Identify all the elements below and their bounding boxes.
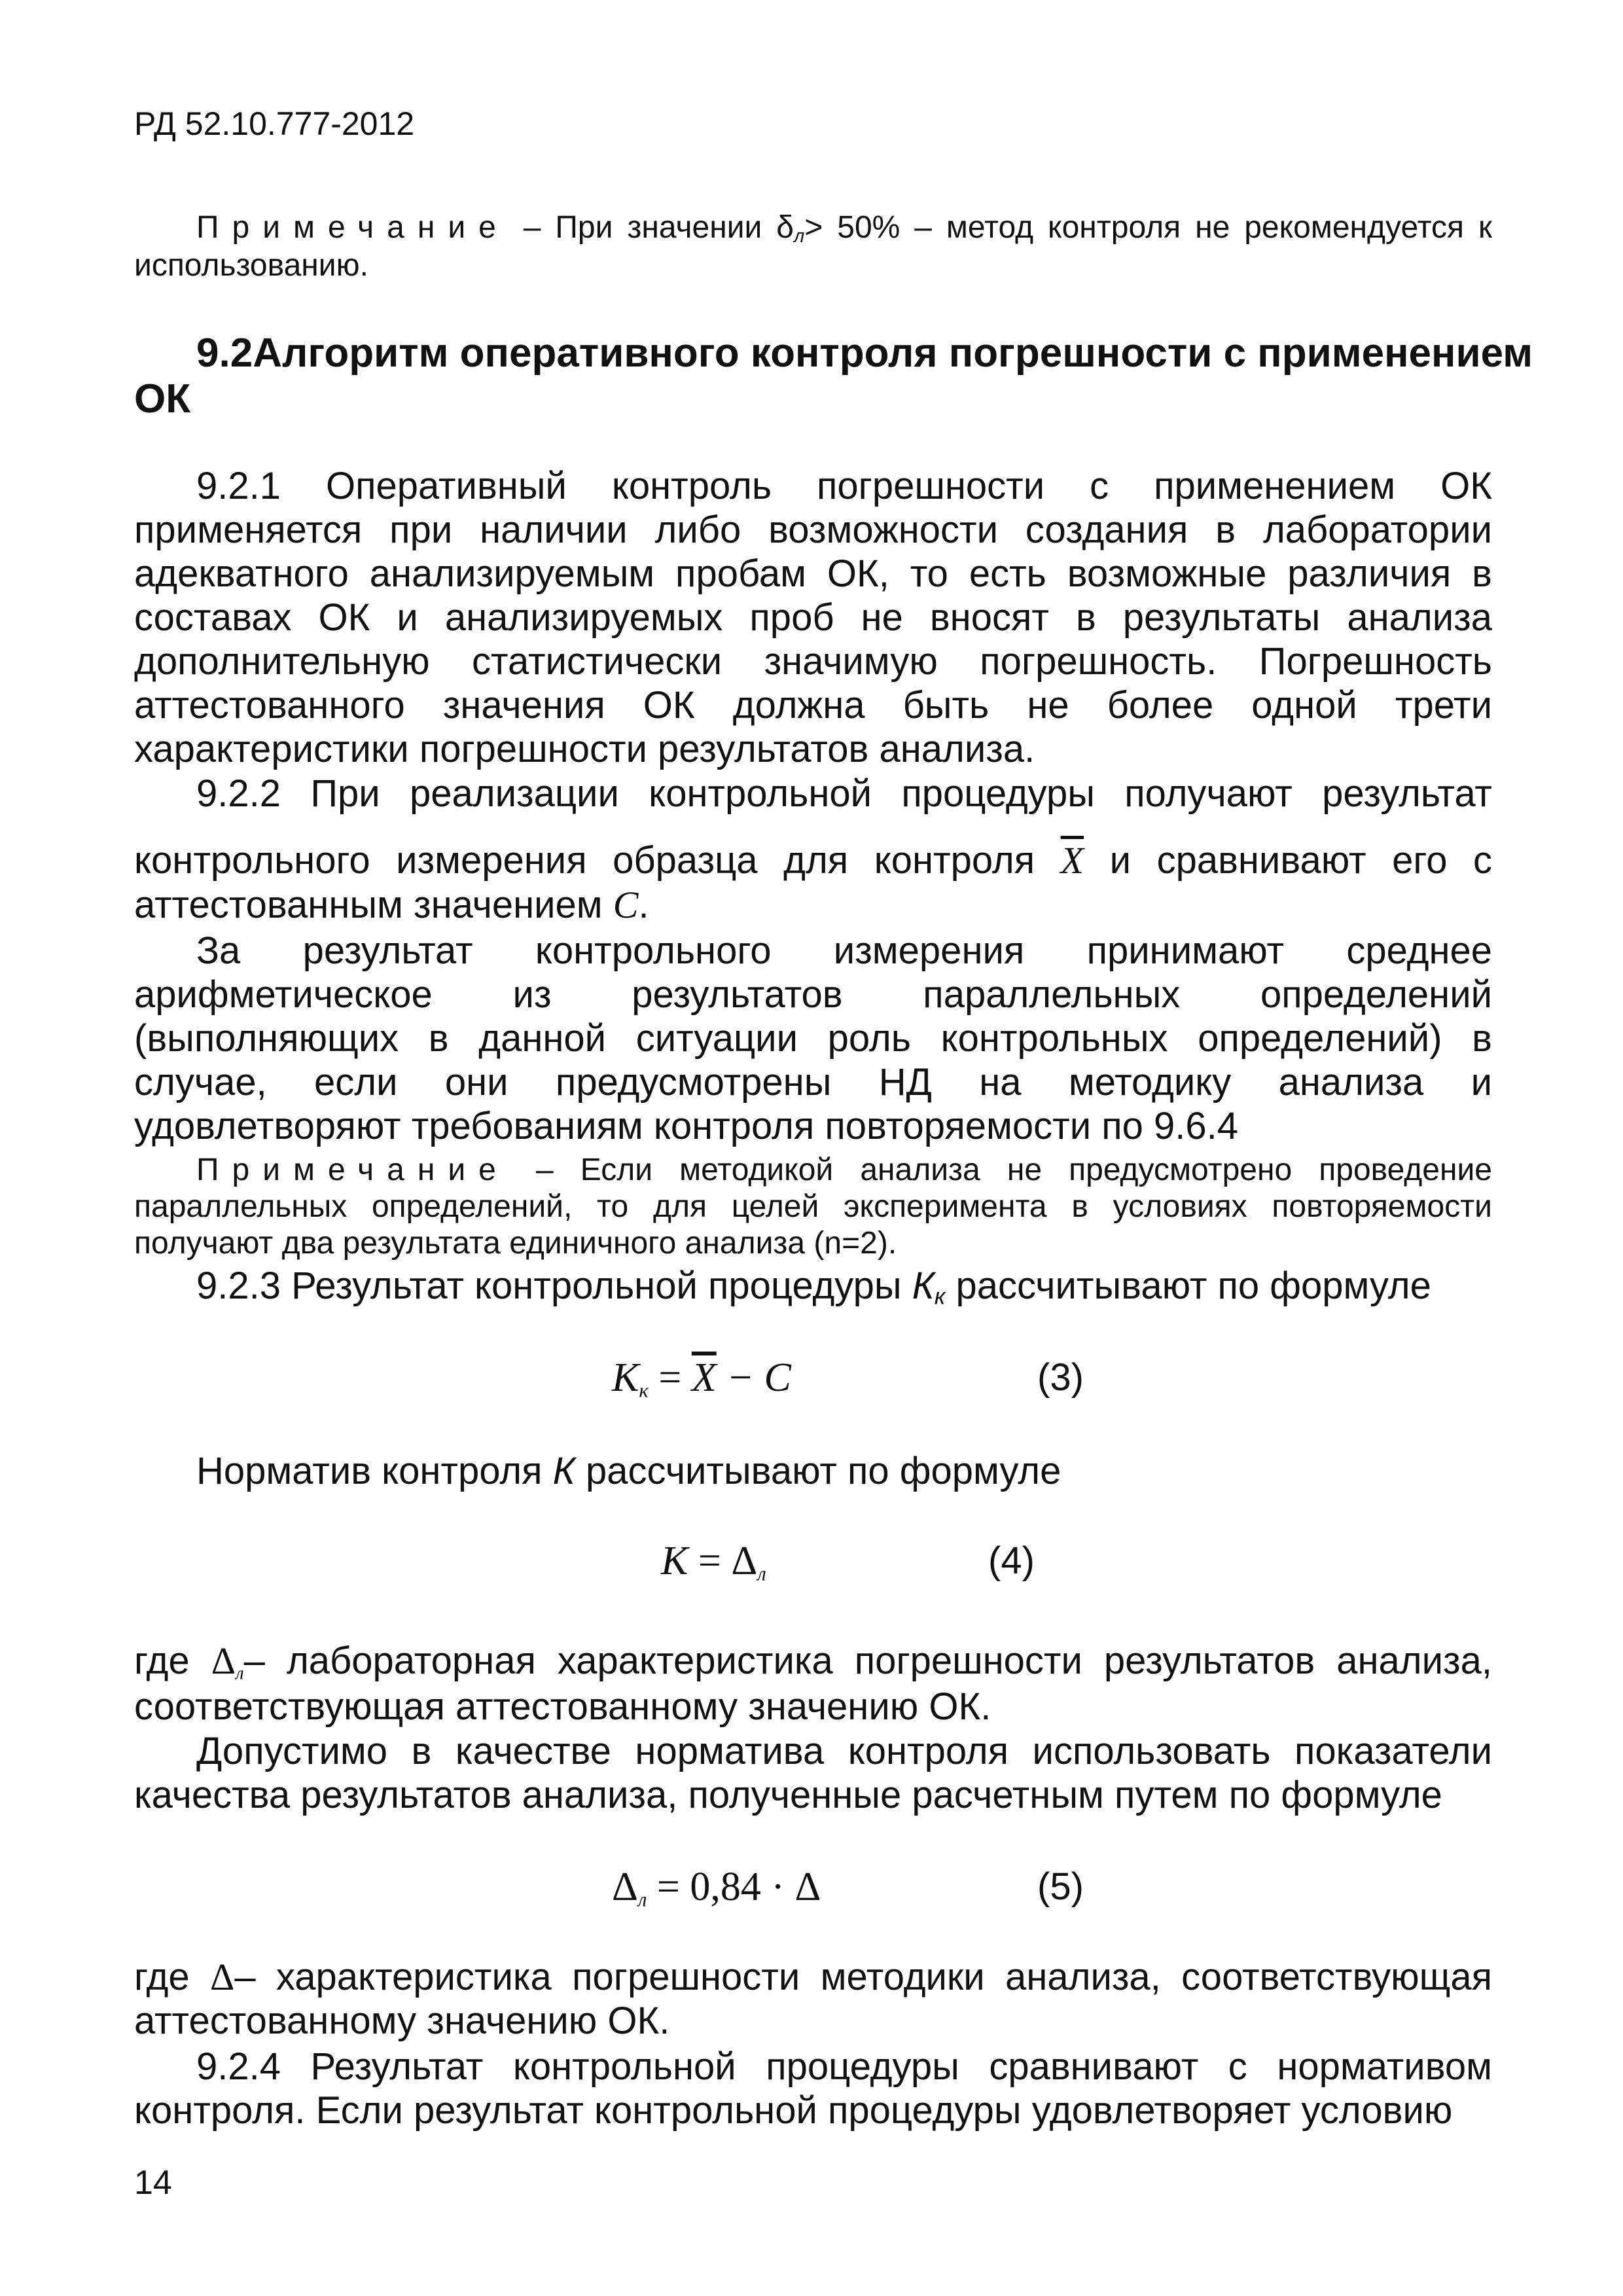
p921-line-6: аттестованного значения ОК должна быть не более одной трети xyxy=(134,684,1492,726)
p-za-line-4: случае, если они предусмотрены НД на методику анализа и xyxy=(134,1061,1492,1103)
p921-line-4: составах ОК и анализируемых проб не вносят в результаты анализа xyxy=(134,596,1492,639)
note-2-line-1: Примечание – Если методикой анализа не предусмотрено проведение xyxy=(196,1153,1492,1187)
p923-line: 9.2.3 Результат контрольной процедуры Кк рассчитывают по формуле xyxy=(196,1265,1431,1310)
p922-line-1: 9.2.2 При реализации контрольной процедуры получают результат xyxy=(196,772,1492,815)
p921-line-7: характеристики погрешности результатов анализа. xyxy=(134,728,1035,770)
p924-line-1: 9.2.4 Результат контрольной процедуры сравнивают с нормативом xyxy=(196,2045,1492,2088)
p924-line-2: контроля. Если результат контрольной процедуры удовлетворяет условию xyxy=(134,2089,1453,2132)
p-za-line-5: удовлетворяют требованиям контроля повторяемости по 9.6.4 xyxy=(134,1105,1238,1147)
formula-5: $\Delta_л = 0,84 \cdot \Delta$ xyxy=(612,1865,821,1911)
p-dopustimo-line-2: качества результатов анализа, полученные расчетным путем по формуле xyxy=(134,1774,1442,1816)
c-symbol: C xyxy=(613,884,639,926)
formula-4-number: (4) xyxy=(988,1539,1035,1582)
p-gde1-line-1: где $\Delta_л-$ лабораторная характеристика погрешности результатов анализа, xyxy=(134,1640,1493,1684)
p921-line-5: дополнительную статистически значимую погрешность. Погрешность xyxy=(134,640,1492,683)
p-za-line-1: За результат контрольного измерения принимают среднее xyxy=(196,929,1492,972)
p921-line-3: адекватного анализируемым пробам ОК, то есть возможные различия в xyxy=(134,552,1492,595)
p921-line-1: 9.2.1 Оперативный контроль погрешности с применением ОК xyxy=(196,465,1492,507)
page-number: 14 xyxy=(134,2164,172,2202)
p-gde1-line-2: соответствующая аттестованному значению ОК. xyxy=(134,1685,991,1728)
p-gde2-line-2: аттестованному значению ОК. xyxy=(134,2000,670,2042)
note-1-line-2: использованию. xyxy=(134,248,368,283)
note-1-label: Примечание xyxy=(196,210,509,245)
section-title: Алгоритм оперативного контроля погрешности с применением xyxy=(253,331,1533,376)
x-bar-symbol: $\overline{X}$ xyxy=(1060,839,1084,882)
p-normativ-line: Норматив контроля К рассчитывают по формуле xyxy=(196,1450,1061,1492)
note-1-line-1: Примечание – При значении δл> 50% – метод контроля не рекомендуется к xyxy=(196,210,1492,247)
section-heading xyxy=(196,331,1533,376)
p922-line-3: аттестованным значением C. xyxy=(134,884,649,926)
p921-line-2: применяется при наличии либо возможности создания в лаборатории xyxy=(134,509,1492,551)
formula-3-number: (3) xyxy=(1037,1356,1084,1399)
formula-3: $K_к = \overline{X} - C$ xyxy=(612,1355,791,1402)
document-code: РД 52.10.777-2012 xyxy=(134,105,415,142)
section-heading-line-2: ОК xyxy=(134,376,191,422)
p-za-line-3: (выполняющих в данной ситуации роль контрольных определений) в xyxy=(134,1017,1492,1060)
section-number: 9.2 xyxy=(196,331,253,376)
note-2-line-3: получают два результата единичного анализа (n=2). xyxy=(134,1226,897,1261)
p922-line-2: контрольного измерения образца для контроля $\overline{X}$ и сравнивают его с xyxy=(134,839,1493,882)
formula-4: $K = \Delta_л$ xyxy=(661,1539,766,1585)
p-gde2-line-1: где Δ– характеристика погрешности методики анализа, соответствующая xyxy=(134,1956,1493,1998)
note-2-line-2: параллельных определений, то для целей эксперимента в условиях повторяемости xyxy=(134,1189,1492,1224)
p-za-line-2: арифметическое из результатов параллельных определений xyxy=(134,973,1492,1016)
p-dopustimo-line-1: Допустимо в качестве норматива контроля использовать показатели xyxy=(196,1730,1492,1772)
note-2-label: Примечание xyxy=(196,1153,509,1187)
formula-5-number: (5) xyxy=(1037,1865,1084,1908)
